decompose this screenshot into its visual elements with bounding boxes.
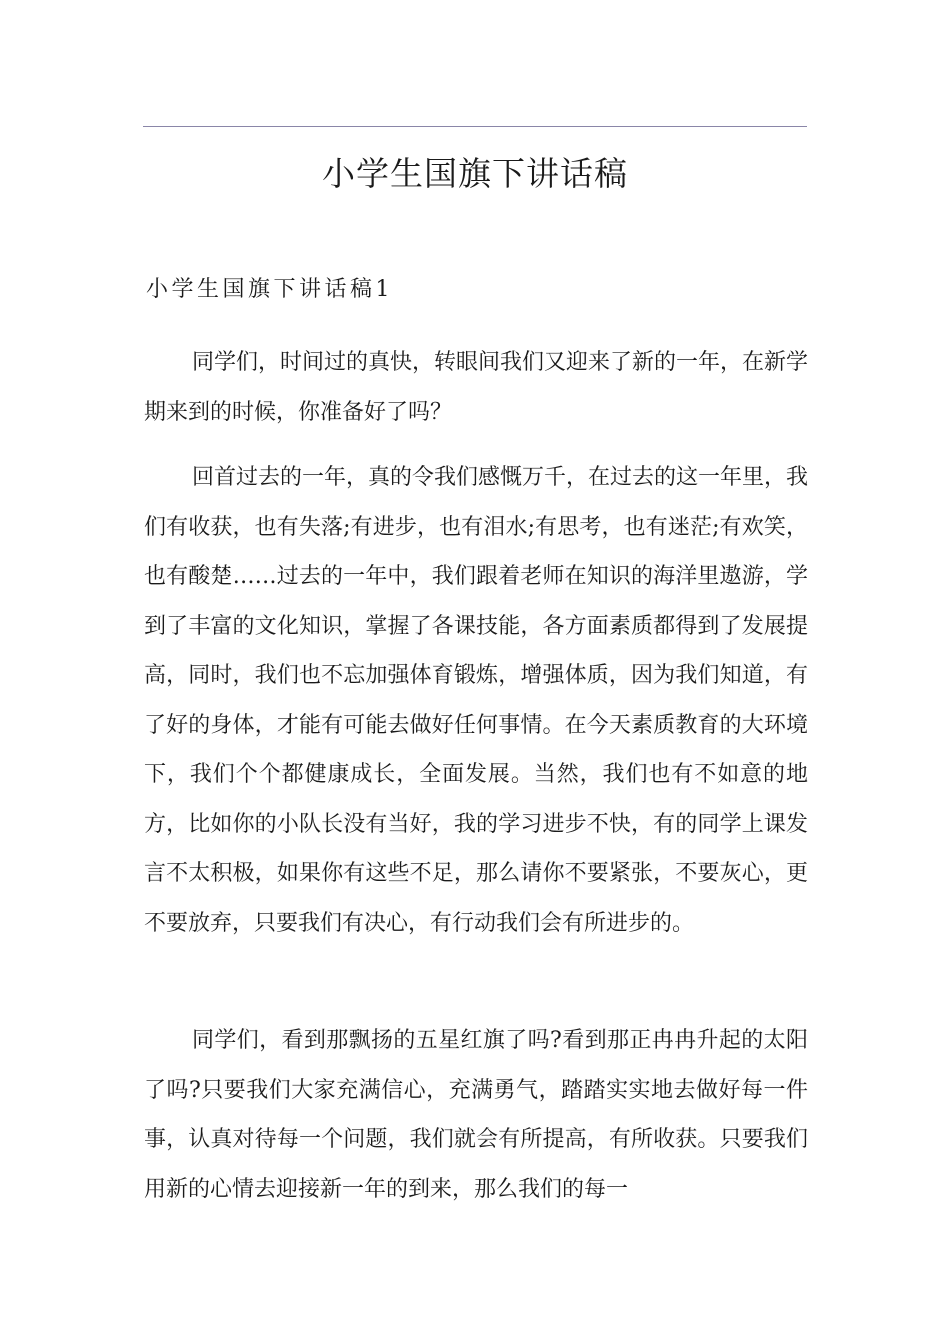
header-divider (143, 126, 807, 127)
paragraph-1: 同学们，时间过的真快，转眼间我们又迎来了新的一年，在新学期来到的时候，你准备好了吗？ (144, 350, 809, 425)
paragraph-3: 同学们，看到那飘扬的五星红旗了吗?看到那正冉冉升起的太阳了吗?只要我们大家充满信心，充满勇气，踏踏实实地去做好每一件事，认真对待每一个问题，我们就会有所提高，有所收获。只要我们用新的心情去迎接新一年的到来，那么我们的每一 (144, 1028, 808, 1202)
section-heading: 小学生国旗下讲话稿1 (146, 277, 393, 302)
paragraph-2: 回首过去的一年，真的令我们感慨万千，在过去的这一年里，我们有收获，也有失落;有进步，也有泪水;有思考，也有迷茫;有欢笑，也有酸楚……过去的一年中，我们跟着老师在知识的海洋里遨游，学到了丰富的文化知识，掌握了各课技能，各方面素质都得到了发展提高，同时，我们也不忘加强体育锻炼，增强体质，因为我们知道，有了好的身体，才能有可能去做好任何事情。在今天素质教育的大环境下，我们个个都健康成长，全面发展。当然，我们也有不如意的地方，比如你的小队长没有当好，我的学习进步不快，有的同学上课发言不太积极，如果你有这些不足，那么请你不要紧张，不要灰心，更不要放弃，只要我们有决心，有行动我们会有所进步的。 (144, 465, 809, 936)
document-title: 小学生国旗下讲话稿 (322, 154, 628, 193)
